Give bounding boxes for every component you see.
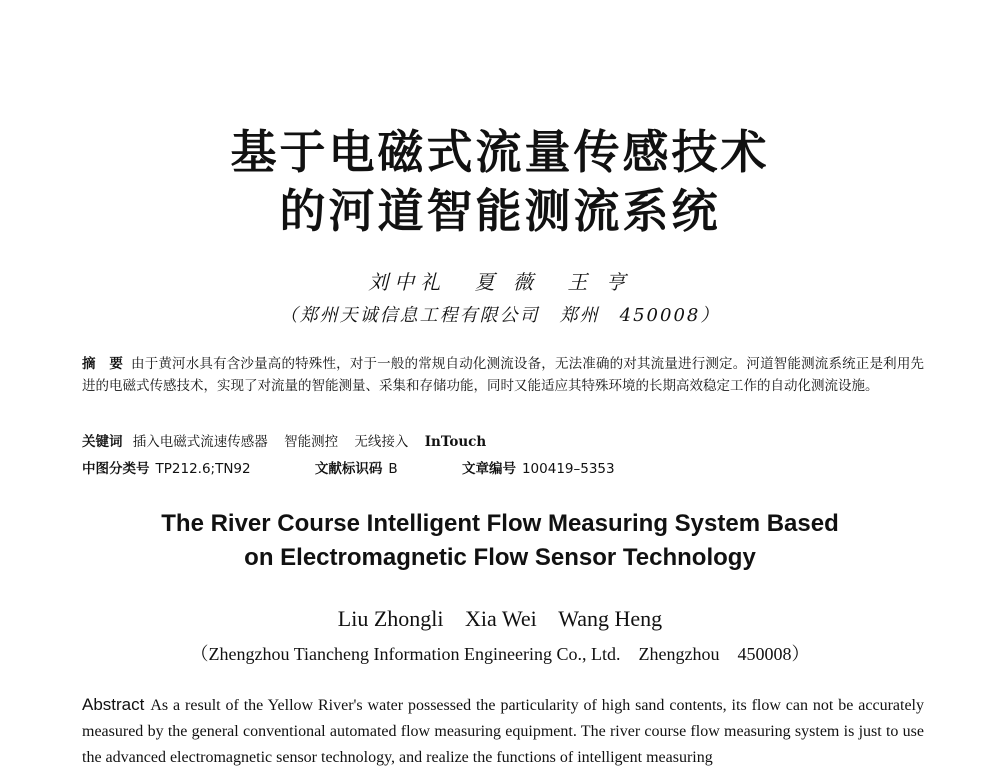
chinese-authors: [0, 266, 1000, 295]
chinese-abstract-label: 摘 要: [82, 356, 124, 372]
english-affiliation: （Zhengzhou Tiancheng Information Engineering Co., Ltd. Zhengzhou 450008）: [190, 644, 810, 664]
chinese-author: 夏 薇: [474, 270, 539, 294]
chinese-keywords: [82, 432, 924, 452]
clc-value: TP212.6;TN92: [155, 461, 251, 477]
chinese-title-line-1: 基于电磁式流量传感技术: [230, 125, 770, 179]
chinese-title-line-2: 的河道智能测流系统: [279, 184, 721, 238]
chinese-author: 刘中礼: [368, 270, 447, 294]
english-author: Xia Wei: [465, 606, 537, 631]
english-abstract-text: As a result of the Yellow River's water possessed the particularity of high sand contents, its flow can not be accurately measured by the general conventional automated flow measuring equipment. The river course flow measuring system is just to use the advanced electromagnetic sensor technology, and realize the functions of intelligent measuring: [82, 697, 924, 766]
english-title-line-2: on Electromagnetic Flow Sensor Technology: [244, 544, 756, 571]
english-author: Wang Heng: [558, 606, 663, 631]
keyword: 插入电磁式流速传感器: [132, 434, 268, 450]
english-abstract-label: Abstract: [82, 695, 145, 714]
article-no-value: 100419–5353: [521, 461, 615, 477]
clc-label: 中图分类号: [82, 461, 150, 477]
english-authors: [0, 606, 1000, 632]
english-abstract: [82, 692, 924, 771]
doc-code-label: 文献标识码: [314, 461, 383, 477]
doc-code-value: B: [388, 461, 398, 477]
chinese-keywords-label: 关键词: [82, 434, 123, 450]
english-author: Liu Zhongli: [337, 606, 444, 631]
article-no-label: 文章编号: [461, 461, 516, 477]
chinese-abstract: [82, 353, 924, 397]
classification-line: [82, 459, 924, 479]
keyword: InTouch: [424, 434, 487, 450]
keyword: 智能测控: [284, 434, 339, 450]
english-title-line-1: The River Course Intelligent Flow Measuring System Based: [161, 510, 839, 537]
chinese-affiliation: （郑州天诚信息工程有限公司 郑州 450008）: [279, 305, 721, 326]
keyword: 无线接入: [354, 434, 409, 450]
chinese-author: 王 亨: [567, 270, 632, 294]
chinese-abstract-text: 由于黄河水具有含沙量高的特殊性，对于一般的常规自动化测流设备，无法准确的对其流量进行测定。河道智能测流系统正是利用先进的电磁式传感技术，实现了对流量的智能测量、采集和存储功能，同时又能适应其特殊环境的长期高效稳定工作的自动化测流设施。: [82, 356, 925, 394]
